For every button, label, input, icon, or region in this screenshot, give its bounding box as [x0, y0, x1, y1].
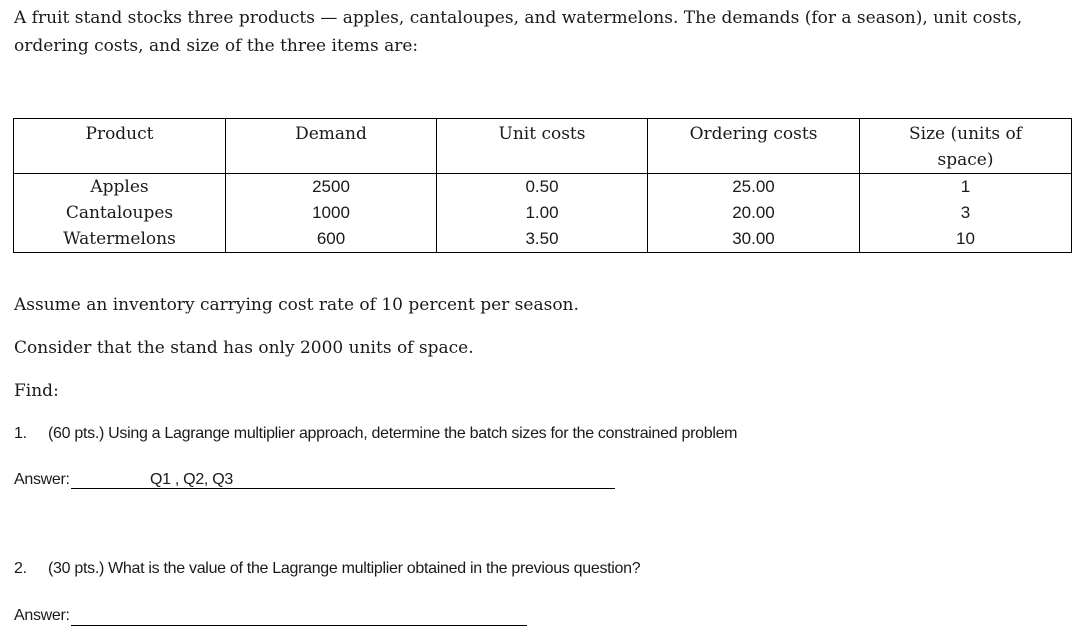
header-product: Product — [14, 119, 226, 174]
cell-unit-cost: 0.50 — [437, 174, 648, 201]
cell-demand: 1000 — [226, 200, 437, 226]
table-row — [14, 174, 1072, 201]
header-demand: Demand — [226, 119, 437, 174]
cell-product: Watermelons — [14, 226, 226, 253]
answer-1-hint: Q1 , Q2, Q3 — [150, 471, 233, 488]
question-2-text: (30 pts.) What is the value of the Lagrange multiplier obtained in the previous question? — [48, 560, 641, 577]
table-row — [14, 226, 1072, 253]
header-ordering-costs: Ordering costs — [648, 119, 860, 174]
find-label: Find: — [14, 381, 59, 401]
cell-unit-cost: 3.50 — [437, 226, 648, 253]
cell-ordering-cost: 20.00 — [648, 200, 860, 226]
question-2-number: 2. — [14, 560, 27, 577]
question-1-text: (60 pts.) Using a Lagrange multiplier approach, determine the batch sizes for the constrained problem — [48, 425, 738, 442]
problem-intro: A fruit stand stocks three products — apples, cantaloupes, and watermelons. The demands (for a season), unit costs, ordering costs, and size of the three items are: — [14, 8, 1023, 56]
cell-ordering-cost: 30.00 — [648, 226, 860, 253]
cell-product: Apples — [14, 174, 226, 201]
cell-product: Cantaloupes — [14, 200, 226, 226]
carrying-cost-text: Assume an inventory carrying cost rate of 10 percent per season. — [14, 295, 579, 315]
cell-size: 1 — [860, 174, 1072, 201]
cell-size: 10 — [860, 226, 1072, 253]
question-1-number: 1. — [14, 425, 27, 442]
table-header-row — [14, 119, 1072, 174]
space-constraint-text: Consider that the stand has only 2000 units of space. — [14, 338, 474, 358]
answer-1-label: Answer: — [14, 471, 70, 488]
answer-2-label: Answer: — [14, 607, 70, 624]
cell-demand: 600 — [226, 226, 437, 253]
cell-unit-cost: 1.00 — [437, 200, 648, 226]
answer-2-line[interactable] — [71, 625, 527, 626]
cell-size: 3 — [860, 200, 1072, 226]
product-table — [13, 118, 1072, 253]
cell-ordering-cost: 25.00 — [648, 174, 860, 201]
cell-demand: 2500 — [226, 174, 437, 201]
table-row — [14, 200, 1072, 226]
header-unit-costs: Unit costs — [437, 119, 648, 174]
header-size: Size (units of space) — [860, 119, 1072, 174]
